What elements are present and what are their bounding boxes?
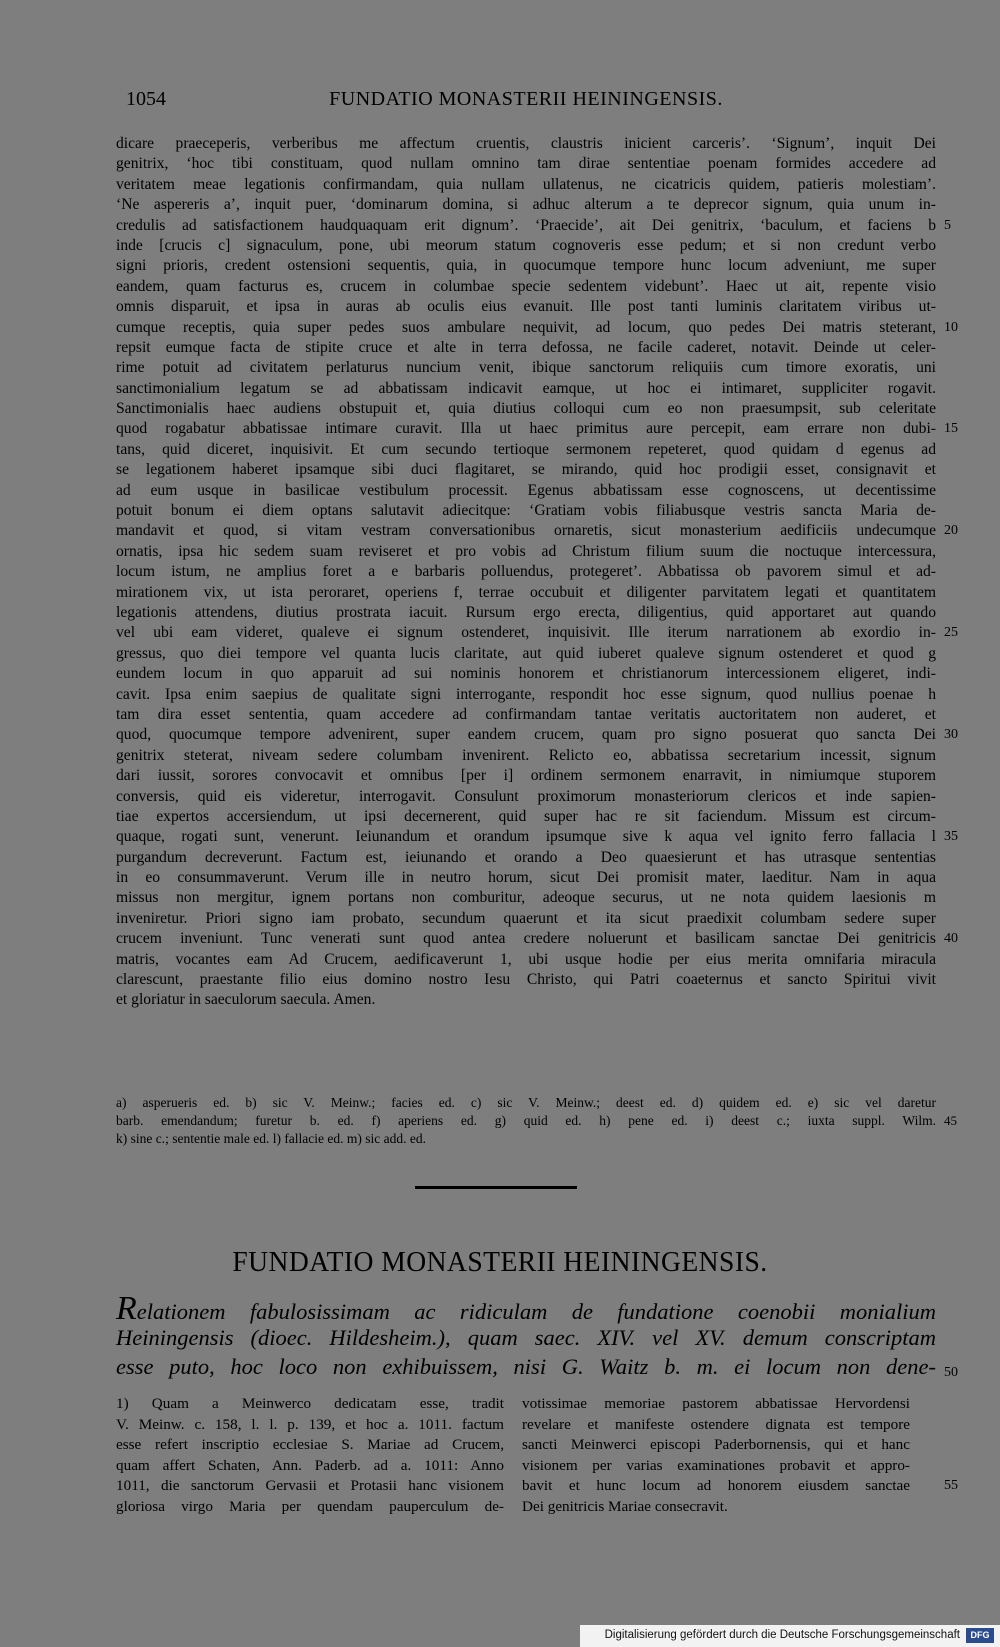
text-line [116,929,958,949]
line-text: quaque, rogati sunt, venerunt. Ieiunandum et orandum ipsumque sive k aqua vel ignito ferro fallacia l [116,828,936,846]
drop-cap: R [116,1290,137,1327]
line-number: 20 [944,523,958,539]
line-text: cavit. Ipsa enim saepius de qualitate signi interrogante, respondit hoc esse signum, quod nullius poenae h [116,685,936,703]
line-text: crucem inveniunt. Tunc venerati sunt quod antea credere noluerunt et basilicam sanctae Dei genitricis [116,930,936,948]
text-line [116,175,936,195]
text-line [116,725,958,745]
line-text: Heiningensis (dioec. Hildesheim.), quam saec. XIV. vel XV. demum conscriptam [116,1325,936,1350]
line-text: 1011, die sanctorum Gervasii et Protasii hanc visionem [116,1477,504,1495]
section-title: FUNDATIO MONASTERII HEININGENSIS. [232,1246,768,1278]
line-text: tiae expertos accersiendum, ut ipsi decernerent, quid super hac re sit faciendum. Missum est circum- [116,807,936,825]
text-line [116,318,958,338]
footnotes [116,1094,957,1148]
line-text: inveniretur. Priori signo iam probato, secundum quaerunt et ita sicut praedixit columbam sedere super [116,909,936,927]
text-line [116,685,936,705]
line-text: locum istum, ne amplius foret a e barbaris polluendus, protegeret’. Abbatissa ob pavorem simul et ad- [116,563,936,581]
text-line [116,848,936,868]
text-line [116,909,936,929]
line-text: esse puto, hoc loco non exhibuissem, nisi G. Waitz b. m. ei locum non dene- [116,1354,936,1379]
running-title: FUNDATIO MONASTERII HEININGENSIS. [329,88,723,110]
text-line [116,195,936,215]
line-text: et gloriatur in saeculorum saecula. Amen. [116,991,376,1009]
text-line [116,868,936,888]
text-line [116,521,958,541]
text-line [522,1476,958,1497]
line-text: dicare praeceperis, verberibus me affectum cruentis, claustris inicient carceris’. ‘Signum’, inquit Dei [116,135,936,152]
text-line [116,419,958,439]
text-line [116,583,936,603]
note-column-left [116,1394,504,1518]
line-text: omnis disparuit, et ipsa in auras ab oculis eius evanuit. Ille post tanti luminis claritatem viribus ut- [116,298,936,316]
line-text: missus non mergitur, ignem portans non comburitur, adeoque securus, ut ne nota quidem laesionis m [116,889,936,907]
line-text: signi prioris, credent ostensioni sequentis, quia, in quocumque tempore hunc locum adveniunt, me super [116,257,936,275]
line-number: 5 [944,217,951,233]
text-line [116,460,936,480]
text-line [116,1415,504,1436]
text-line [116,1094,936,1112]
text-line [116,970,936,990]
line-text: purgandum decreverunt. Factum est, ieiunando et orando a Deo quaesierunt et has utrasque sententias [116,848,936,866]
line-text: credulis ad satisfactionem haudquaquam erit dignum’. ‘Praecide’, ait Dei genitrix, ‘baculum, et faciens b [116,216,936,234]
page-number: 1054 [126,88,166,110]
line-number: 25 [944,625,958,641]
line-text: inde [crucis c] signaculum, pone, ubi meorum statum cognoveris esse pedum; et si non credunt verbo [116,236,936,254]
text-line [116,888,936,908]
text-line [116,623,958,643]
line-text: tam dira esset sententia, quam accedere ad confirmandam tantae veritatis auctoritatem non auderet, et [116,705,936,723]
text-line [116,1497,504,1518]
line-number: 55 [944,1478,958,1494]
line-text: clarescunt, praestante filio eius domino nostro Iesu Christo, qui Patri coaeternus et sancto Spiritui vivit [116,971,936,989]
line-text: visionem per varias examinationes probavit et appro- [522,1456,910,1474]
intro-paragraph [116,1290,958,1381]
text-line [116,746,936,766]
text-line [116,1112,957,1130]
text-line [116,542,936,562]
line-text: votissimae memoriae pastorem abbatissae Hervordensi [522,1395,910,1412]
digitization-footer [580,1625,1000,1647]
line-text: Sanctimonialis haec audiens obstupuit et, quia diutius colloqui cum eo non praesumpsit, sub celeritate [116,400,936,418]
line-text: mandavit et quod, si vitam vestram conversationibus ornaretis, sicut monasterium aedificiis undecumque [116,522,936,540]
line-number: 30 [944,727,958,743]
line-text: genitrix, ‘hoc tibi constituam, quod nullam omnino tam dirae sententiae poenam formides accedere ad [116,155,936,173]
text-line [116,990,936,1010]
line-text: sancti Meinwerci episcopi Paderbornensis, qui et hanc [522,1436,910,1454]
line-text: V. Meinw. c. 158, l. l. p. 139, et hoc a. 1011. factum [116,1415,504,1433]
text-line [116,950,936,970]
funding-credit: Digitalisierung gefördert durch die Deutsche Forschungsgemeinschaft [604,1629,960,1641]
text-line [116,297,936,317]
line-text: conversis, quid eis videretur, interrogavit. Consulunt proximorum monasteriorum clericos et inde sapien- [116,787,936,805]
text-line [522,1497,910,1518]
dfg-logo: DFG [966,1628,994,1643]
text-line [116,787,936,807]
line-text: matris, vocantes eam Ad Crucem, aedificaverunt 1, ubi usque hodie per eius merita omnifaria miracula [116,950,936,968]
line-text: quod, quocumque tempore advenirent, super eandem crucem, quam pro signo posuerat quo sancta Dei [116,726,936,744]
text-line [116,644,936,664]
line-number: 45 [944,1113,957,1128]
line-text: genitrix steterat, niveam sedere columbam invenirent. Relicto eo, abbatissa secretarium incessit, signum [116,746,936,764]
line-text: eundem locum in quo apparuit ad sui nominis honorem et christianorum intercessionem eligeret, indi- [116,665,936,683]
line-text: dari iussit, sorores convocavit et omnibus [per i] ordinem sermonem enarravit, in nimiumque stuporem [116,767,936,785]
text-line [116,256,936,276]
line-text: elationem fabulosissimam ac ridiculam de fundatione coenobii monialium [136,1299,936,1324]
text-line [116,399,936,419]
text-line [116,766,936,786]
text-line [522,1435,910,1456]
line-text: ‘Ne aspereris a’, inquit puer, ‘dominarum domina, si adhuc alterum a te deprecor signum, quia unum in- [116,196,936,214]
line-text: repsit eumque facta de stipite cruce et alte in terra defossa, ne facile caderet, notavit. Deinde ut celer- [116,338,936,356]
line-text: vel ubi eam videret, qualeve ei signum ostenderet, inquisivit. Ille iterum narrationem ab exordio in- [116,624,936,642]
text-line [116,1323,936,1352]
line-text: legationis attendens, diutius prostrata iacuit. Rursum ergo erecta, diligentius, quid apportaret aut quando [116,603,936,621]
line-text: ornatis, ipsa hic sedem suam reviseret et pro vobis ad Christum filium suum die noctuque intercessura, [116,542,936,560]
line-text: quam affert Schaten, Ann. Paderb. ad a. 1011: Anno [116,1456,504,1474]
section-divider [415,1186,577,1189]
text-line [116,481,936,501]
line-number: 15 [944,421,958,437]
line-text: in eo consummaverunt. Verum ille in neutro horum, sicut Dei promisit mater, laeditur. Nam in aqua [116,869,936,887]
text-line [116,807,936,827]
text-line [116,1394,504,1415]
line-number: 10 [944,319,958,335]
line-number: 35 [944,829,958,845]
line-text: sanctimonialium legatum se ad abbatissam indicavit eamque, ut hoc ei intimaret, suppliciter rogavit. [116,379,936,397]
text-line [116,154,936,174]
line-text: rime potuit ad civitatem perlaturus nuncium venit, ibique sanctorum reliquiis cum timore exoratis, uni [116,359,936,377]
text-line [116,1352,958,1381]
text-line [116,338,936,358]
text-line [522,1456,910,1477]
text-line [116,827,958,847]
text-line [522,1415,910,1436]
text-line [116,236,936,256]
line-text: veritatem meae legationis confirmandam, quia nullam ullatenus, ne cicatricis quidem, patieris molestiam’. [116,175,936,193]
line-text: quod rogabatur abbatissae intimare curavit. Illa ut haec primitus aure percepit, eam errare non dubi- [116,420,936,438]
text-line [116,134,936,154]
line-text: bavit et hunc locum ad honorem eiusdem sanctae [522,1477,910,1495]
line-text: eandem, quam facturus es, crucem in columbae specie sedentem videbunt’. Haec ut ait, repente visio [116,277,936,295]
text-line [116,664,936,684]
line-text: esse refert inscriptio ecclesiae S. Mariae ad Crucem, [116,1436,504,1454]
text-line [116,1476,504,1497]
line-text: potuit bonum ei diem optans salutavit adiecitque: ‘Gratiam vobis filiabusque vestris sancta Maria de- [116,502,936,520]
text-line [116,358,936,378]
line-text: Dei genitricis Mariae consecravit. [522,1497,728,1515]
text-line [116,216,951,236]
text-line [116,1456,504,1477]
line-text: ad eum usque in basilicae vestibulum processit. Egenus abbatissam esse cognoscens, ut decentissime [116,481,936,499]
line-text: gressus, quo diei tempore vel quanta lucis claritate, aut quid iuberet qualeve signum ostenderet et quod g [116,644,936,662]
text-line [116,562,936,582]
main-text [116,134,958,1011]
line-text: mirationem vix, ut ista peroraret, operiens f, terrae occubuit et diligenter parvitatem legati et quantitatem [116,583,936,601]
text-line [116,277,936,297]
text-line [116,440,936,460]
line-text: barb. emendandum; furetur b. ed. f) aperiens ed. g) quid ed. h) pene ed. i) deest c.; iuxta suppl. Wilm. [116,1113,936,1128]
line-text: gloriosa virgo Maria per quendam pauperculum de- [116,1497,504,1515]
text-line [116,1290,936,1327]
note-column-right [522,1394,958,1518]
line-text: a) asperueris ed. b) sic V. Meinw.; facies ed. c) sic V. Meinw.; deest ed. d) quidem ed. e) sic vel daretur [116,1095,936,1110]
page-header [126,88,926,120]
text-line [522,1394,910,1415]
text-line [116,501,936,521]
text-line [116,379,936,399]
line-number: 40 [944,931,958,947]
line-number: 50 [944,1365,958,1380]
line-text: cumque receptis, quia super pedes suos ambulare nequivit, ad locum, quo pedes Dei matris steterant, [116,318,936,336]
text-line [116,603,936,623]
text-line [116,1130,936,1148]
line-text: revelare et manifeste ostendere dignata est tempore [522,1415,910,1433]
line-text: se legationem haberet ipsamque sibi duci flagitaret, se mirando, quid hoc prodigii esset, consignavit et [116,461,936,479]
text-line [116,705,936,725]
text-line [116,1435,504,1456]
line-text: 1) Quam a Meinwerco dedicatam esse, tradit [116,1395,504,1412]
line-text: tans, quid diceret, inquisivit. Et cum secundo tertioque sermonem repeteret, quod quidam d egenus ad [116,440,936,458]
line-text: k) sine c.; sententie male ed. l) fallacie ed. m) sic add. ed. [116,1131,426,1146]
